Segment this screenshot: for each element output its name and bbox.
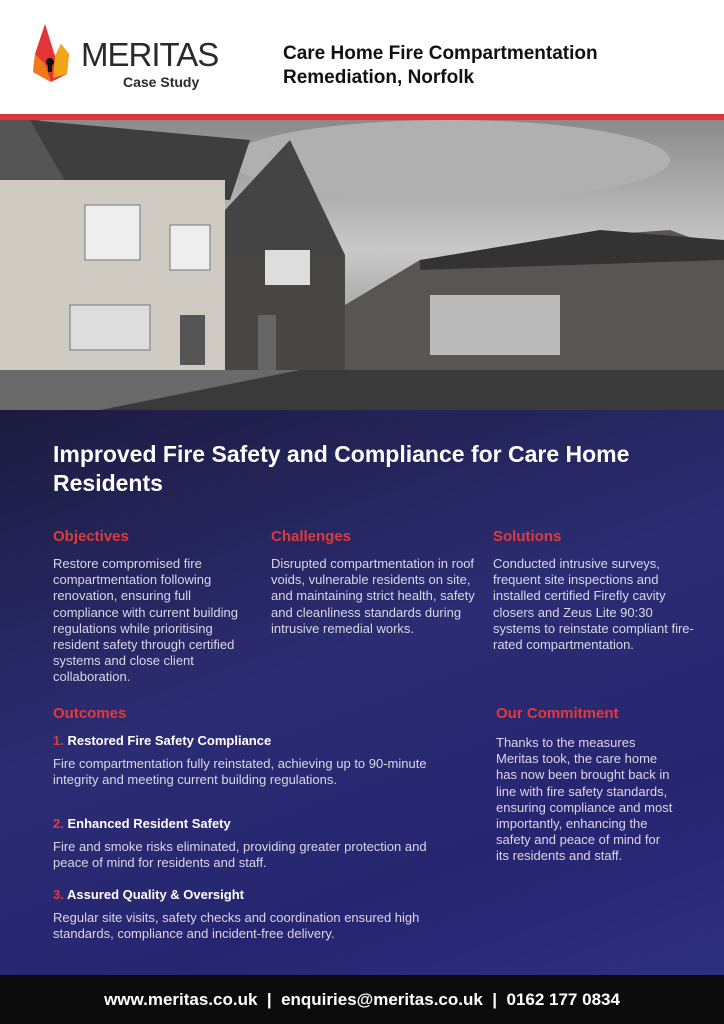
flame-keyhole-icon — [33, 24, 73, 86]
solutions-heading: Solutions — [493, 528, 562, 545]
commitment-heading: Our Commitment — [496, 705, 619, 722]
outcome-text: Regular site visits, safety checks and coordination ensured high standards, compliance and incident-free delivery. — [53, 910, 420, 942]
outcomes-heading: Outcomes — [53, 705, 127, 722]
logo-wordmark: MERITAS — [81, 36, 219, 73]
challenges-heading: Challenges — [271, 528, 352, 545]
logo-subtitle: Case Study — [123, 74, 200, 90]
objectives-heading: Objectives — [53, 528, 129, 545]
solutions-text: Conducted intrusive surveys, frequent site inspections and installed certified Firefly cavity closers and Zeus Lite 90:30 systems to reinstate compliant fire-rated compartmentation. — [493, 556, 694, 653]
outcome-text: Fire and smoke risks eliminated, providing greater protection and peace of mind for residents and staff. — [53, 839, 427, 871]
title-line-1: Care Home Fire Compartmentation — [283, 43, 598, 64]
title-line-2: Remediation, Norfolk — [283, 67, 475, 88]
contact-details: www.meritas.co.uk | enquiries@meritas.co.uk | 0162 177 0834 — [104, 990, 620, 1009]
outcome-text: Fire compartmentation fully reinstated, achieving up to 90-minute integrity and meeting current building regulations. — [53, 756, 427, 788]
page-title — [283, 42, 598, 90]
outcome-title: 3. Assured Quality & Oversight — [53, 887, 244, 902]
outcome-title: 1. Restored Fire Safety Compliance — [53, 733, 272, 748]
hero-photo — [0, 120, 724, 410]
objectives-text: Restore compromised fire compartmentation following renovation, ensuring full compliance with current building regulations while prioritising resident safety through certified systems and close client collaboration. — [53, 556, 238, 685]
commitment-text: Thanks to the measures Meritas took, the care home has now been brought back in line with fire safety standards, ensuring compliance and most importantly, enhancing the safety and peace of mind for its residents and staff. — [496, 735, 673, 864]
meritas-logo — [33, 24, 223, 94]
challenges-text: Disrupted compartmentation in roof voids, vulnerable residents on site, and maintaining strict health, safety and cleanliness standards during intrusive remedial works. — [271, 556, 475, 636]
header — [0, 0, 724, 115]
headline: Improved Fire Safety and Compliance for Care Home Residents — [53, 441, 630, 496]
houses-image — [0, 120, 724, 410]
footer-contact — [0, 975, 724, 1024]
outcome-title: 2. Enhanced Resident Safety — [53, 816, 231, 831]
content-panel — [0, 410, 724, 975]
